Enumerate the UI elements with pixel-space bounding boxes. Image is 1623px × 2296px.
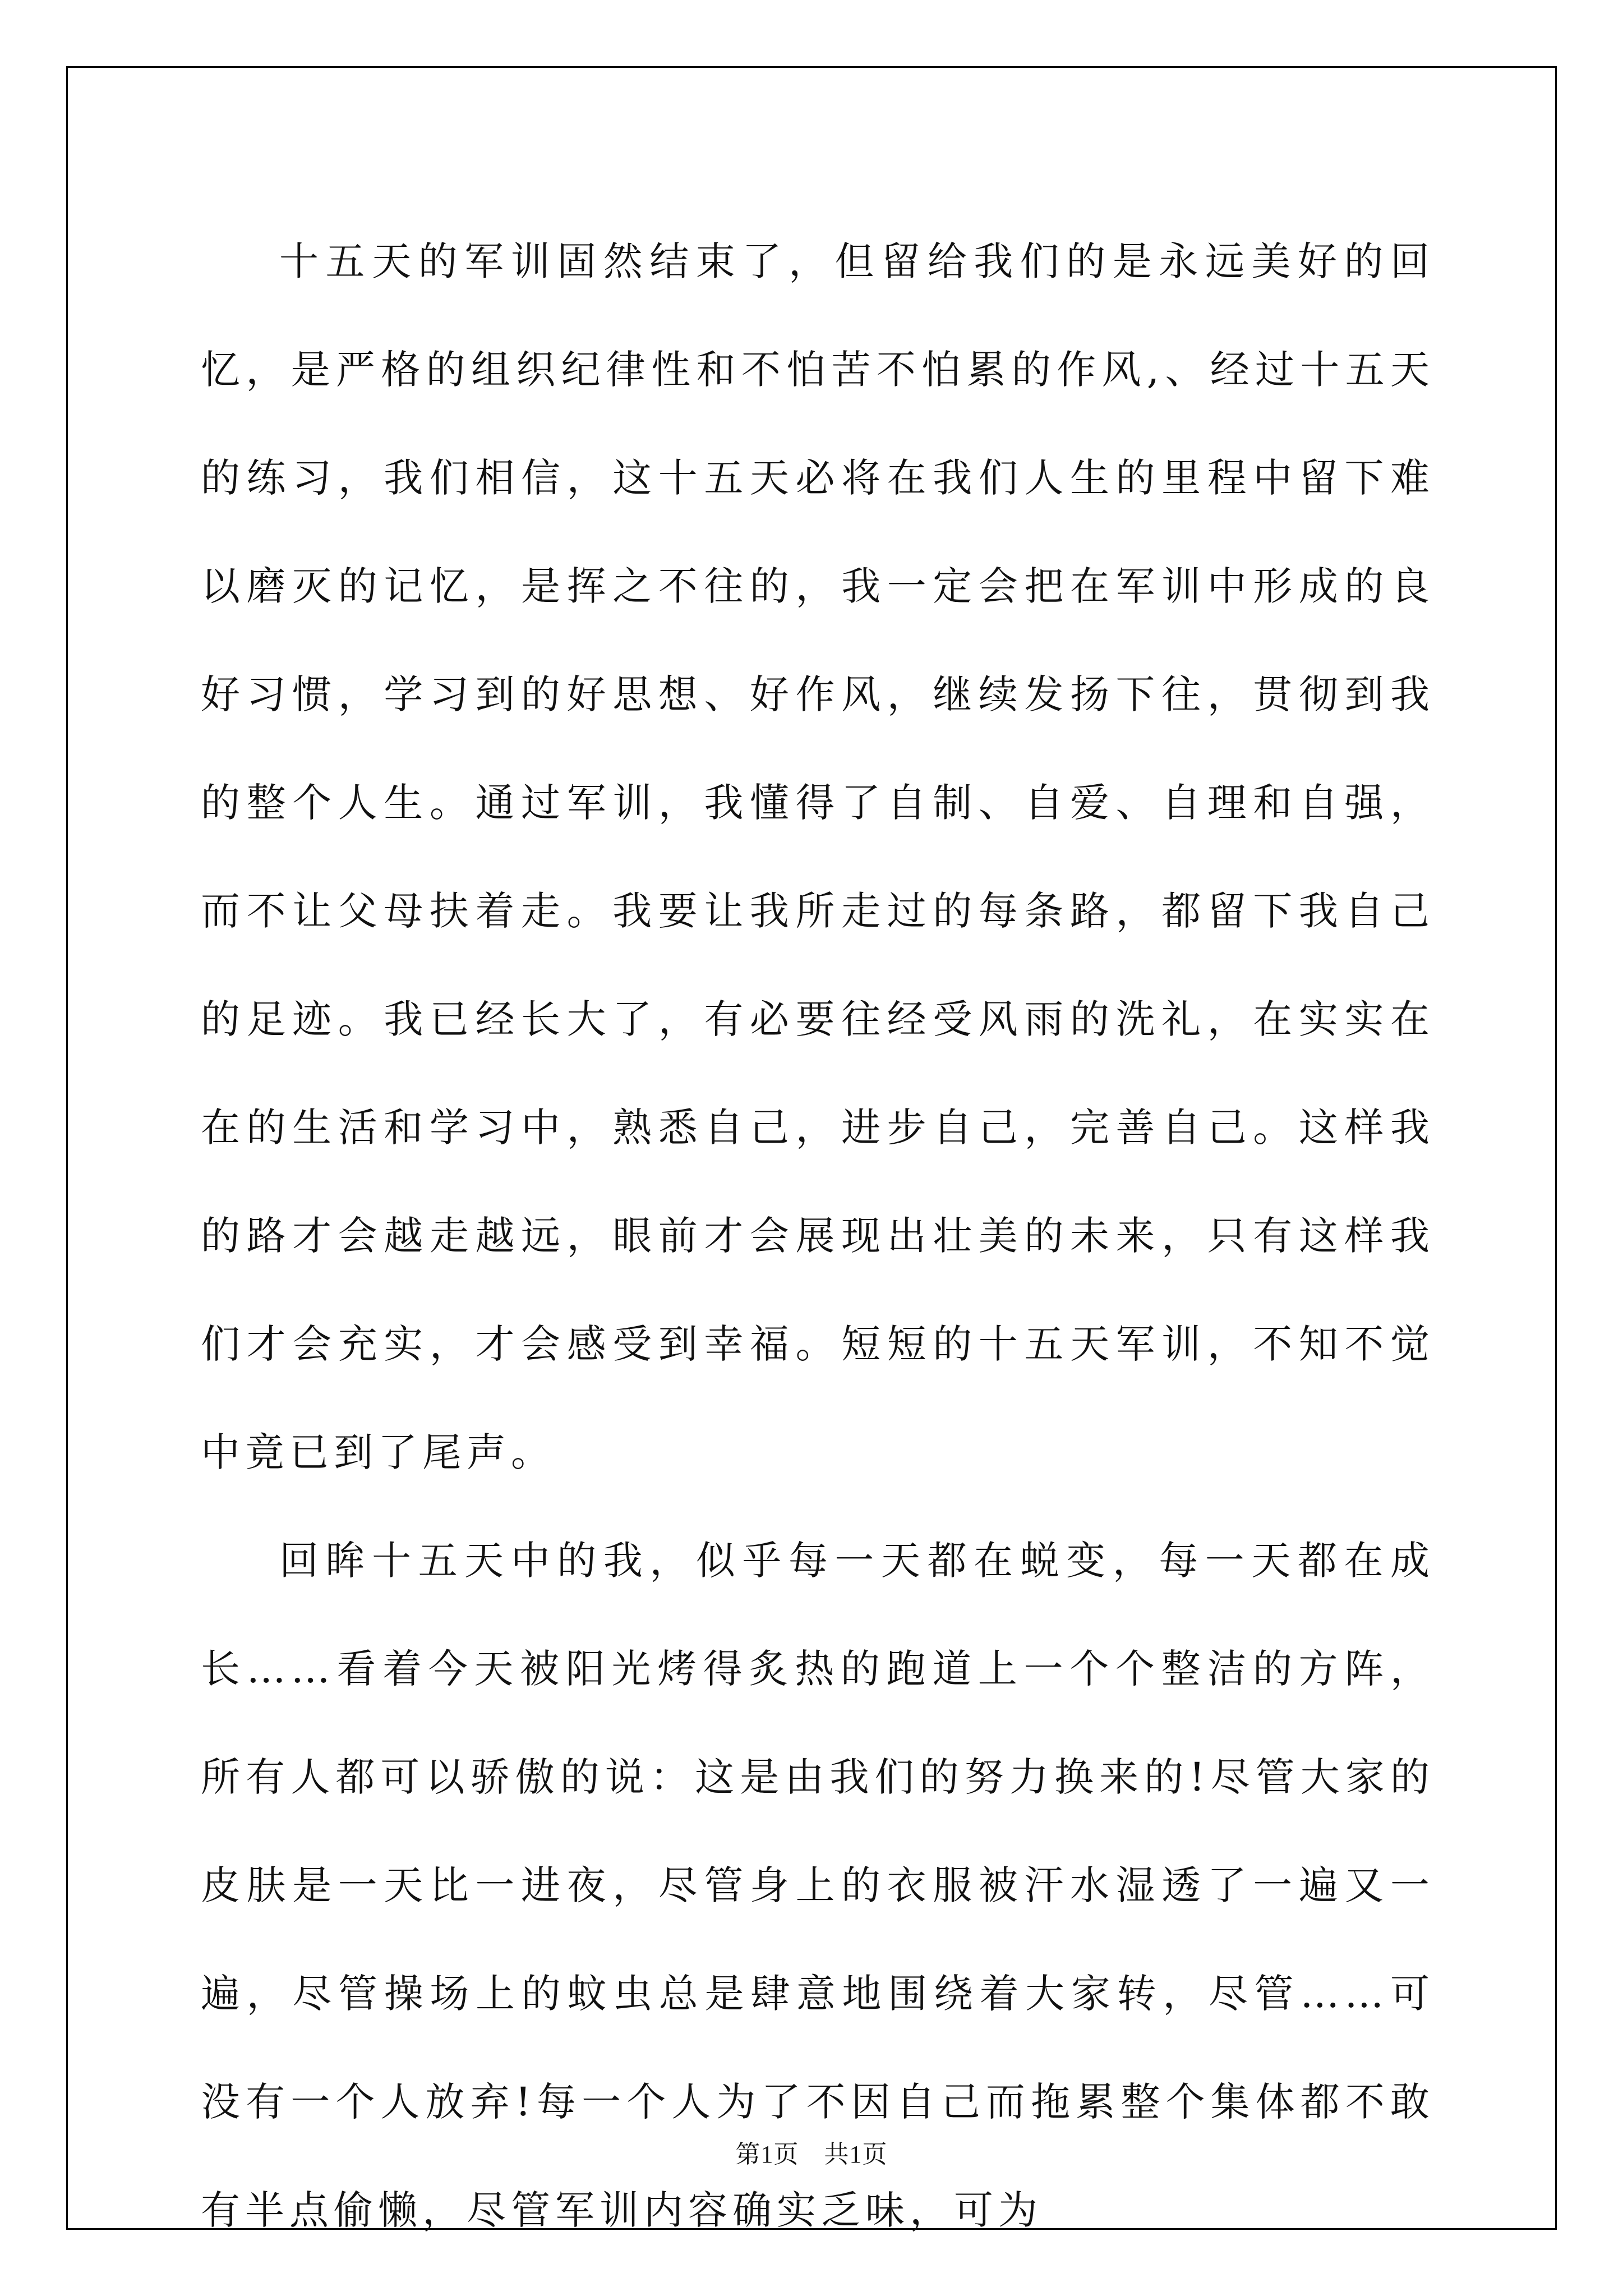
document-body xyxy=(201,208,1435,2265)
paragraph-1: 十五天的军训固然结束了，但留给我们的是永远美好的回忆，是严格的组织纪律性和不怕苦不怕累的作风,、经过十五天的练习，我们相信，这十五天必将在我们人生的里程中留下难以磨灭的记忆，是挥之不往的，我一定会把在军训中形成的良好习惯，学习到的好思想、好作风，继续发扬下往，贯彻到我的整个人生。通过军训，我懂得了自制、自爱、自理和自强，而不让父母扶着走。我要让我所走过的每条路，都留下我自己的足迹。我已经长大了，有必要往经受风雨的洗礼，在实实在在的生活和学习中，熟悉自己，进步自己，完善自己。这样我的路才会越走越远，眼前才会展现出壮美的未来，只有这样我们才会充实，才会感受到幸福。短短的十五天军训，不知不觉中竟已到了尾声。 xyxy=(201,238,1435,1475)
page-footer: 第1页 共1页 xyxy=(735,2141,888,2168)
paragraph-2: 回眸十五天中的我，似乎每一天都在蜕变，每一天都在成长……看着今天被阳光烤得炙热的跑道上一个个整洁的方阵，所有人都可以骄傲的说：这是由我们的努力换来的!尽管大家的皮肤是一天比一进夜，尽管身上的衣服被汗水湿透了一遍又一遍，尽管操场上的蚊虫总是肆意地围绕着大家转，尽管……可没有一个人放弃!每一个人为了不因自己而拖累整个集体都不敢有半点偷懒，尽管军训内容确实乏味，可为 xyxy=(201,1538,1435,2233)
